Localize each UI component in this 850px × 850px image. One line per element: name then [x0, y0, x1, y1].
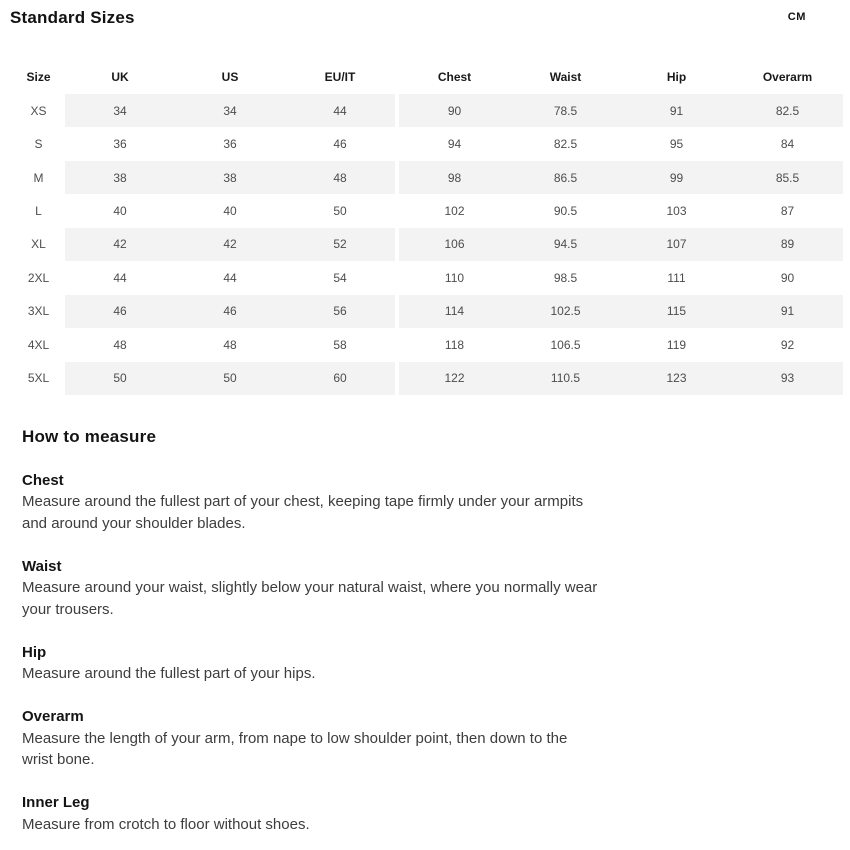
measure-section-heading: Waist: [22, 557, 62, 575]
measure-section-text-line: your trousers.: [22, 600, 114, 618]
body-measurements-group: [399, 60, 843, 94]
size-table-row: [0, 362, 850, 395]
intl-sizes-group: [65, 261, 395, 294]
table-cell: 56: [333, 304, 347, 319]
size-table-row: [0, 94, 850, 127]
table-cell: 106.5: [550, 337, 581, 352]
table-cell: 46: [333, 137, 347, 152]
table-cell: 38: [113, 170, 127, 185]
table-cell: 36: [223, 137, 237, 152]
measure-section: [22, 642, 682, 685]
table-cell: 90: [447, 103, 462, 118]
unit-toggle-cm[interactable]: CM: [787, 11, 806, 23]
size-label: 2XL: [27, 270, 50, 285]
how-to-measure-heading: How to measure: [22, 427, 157, 446]
size-label: 3XL: [27, 304, 50, 319]
measure-section-heading: Hip: [22, 643, 47, 661]
table-cell: 48: [113, 337, 127, 352]
table-cell: 36: [113, 137, 127, 152]
intl-sizes-group: [65, 228, 395, 261]
size-label: XS: [30, 103, 47, 118]
table-cell: 42: [223, 237, 237, 252]
table-cell: 85.5: [775, 170, 800, 185]
table-cell: 82.5: [775, 103, 800, 118]
measure-section-text-line: Measure around the fullest part of your hips.: [22, 665, 316, 682]
column-header: EU/IT: [324, 70, 356, 84]
size-label: L: [35, 204, 42, 219]
body-measurements-group: [399, 328, 843, 361]
table-cell: 103: [666, 204, 687, 219]
size-label: 5XL: [27, 371, 50, 386]
measure-section-text-line: Measure from crotch to floor without shoes.: [22, 815, 310, 833]
size-label: 4XL: [27, 337, 50, 352]
size-label: XL: [31, 237, 46, 252]
measure-sections: [22, 470, 682, 836]
intl-sizes-group: [65, 362, 395, 395]
intl-sizes-group: [65, 161, 395, 194]
size-label: S: [34, 137, 43, 152]
size-table-row: [0, 161, 850, 194]
size-table-header-row: [0, 60, 850, 94]
table-cell: 91: [780, 304, 795, 319]
size-table-row: [0, 328, 850, 361]
measure-section: [22, 706, 682, 771]
measure-section-heading: Inner Leg: [22, 794, 90, 811]
size-label: M: [33, 170, 44, 185]
table-cell: 98: [447, 170, 462, 185]
table-cell: 44: [333, 103, 347, 118]
table-cell: 98.5: [553, 270, 578, 285]
table-cell: 102.5: [550, 304, 581, 319]
body-measurements-group: [399, 194, 843, 227]
table-cell: 92: [780, 337, 795, 352]
size-table-row: [0, 261, 850, 294]
table-cell: 94.5: [553, 237, 578, 252]
table-cell: 42: [113, 237, 127, 252]
table-cell: 50: [223, 371, 237, 386]
measure-section: [22, 792, 682, 835]
table-cell: 95: [669, 137, 684, 152]
table-cell: 115: [666, 304, 687, 319]
measure-section-text-line: Measure around your waist, slightly below your natural waist, where you normally wear: [22, 579, 598, 596]
column-header: US: [221, 70, 239, 84]
measure-section: [22, 470, 682, 535]
size-table-row: [0, 127, 850, 160]
table-cell: 99: [669, 170, 684, 185]
table-cell: 44: [223, 270, 237, 285]
table-cell: 38: [223, 170, 237, 185]
table-cell: 110.5: [550, 371, 581, 386]
body-measurements-group: [399, 127, 843, 160]
table-cell: 54: [333, 270, 347, 285]
size-table-row: [0, 295, 850, 328]
measure-section-heading: Chest: [22, 471, 64, 489]
table-cell: 111: [667, 270, 686, 285]
column-header: UK: [111, 70, 129, 84]
table-cell: 78.5: [553, 103, 578, 118]
table-cell: 50: [333, 204, 347, 219]
table-cell: 82.5: [553, 137, 578, 152]
measure-section-text-line: Measure around the fullest part of your chest, keeping tape firmly under your armpits: [22, 493, 584, 510]
table-cell: 40: [113, 204, 127, 219]
table-cell: 48: [333, 170, 347, 185]
table-cell: 110: [444, 270, 465, 285]
intl-sizes-group: [65, 295, 395, 328]
table-cell: 87: [780, 204, 795, 219]
table-cell: 84: [780, 137, 795, 152]
column-header: Chest: [437, 70, 472, 84]
table-cell: 34: [113, 103, 127, 118]
intl-sizes-group: [65, 194, 395, 227]
table-cell: 90.5: [553, 204, 578, 219]
size-table-row: [0, 228, 850, 261]
table-cell: 60: [333, 371, 347, 386]
intl-sizes-group: [65, 127, 395, 160]
table-cell: 102: [444, 204, 465, 219]
table-cell: 90: [780, 270, 795, 285]
column-header-size: Size: [26, 70, 51, 84]
table-cell: 91: [669, 103, 684, 118]
table-cell: 46: [223, 304, 237, 319]
body-measurements-group: [399, 161, 843, 194]
table-cell: 114: [444, 304, 465, 319]
table-cell: 86.5: [553, 170, 578, 185]
measure-section: [22, 556, 682, 621]
table-cell: 122: [444, 371, 465, 386]
table-cell: 52: [333, 237, 347, 252]
intl-sizes-group: [65, 328, 395, 361]
intl-sizes-group: [65, 60, 395, 94]
table-cell: 106: [444, 237, 465, 252]
table-cell: 34: [223, 103, 237, 118]
table-cell: 93: [780, 371, 795, 386]
table-cell: 46: [113, 304, 127, 319]
table-cell: 119: [666, 337, 687, 352]
table-cell: 89: [780, 237, 795, 252]
body-measurements-group: [399, 261, 843, 294]
table-cell: 94: [447, 137, 462, 152]
size-table-row: [0, 194, 850, 227]
table-cell: 107: [666, 237, 687, 252]
measure-section-heading: Overarm: [22, 708, 84, 725]
measure-section-text-line: Measure the length of your arm, from nape to low shoulder point, then down to the: [22, 729, 568, 747]
table-cell: 40: [223, 204, 237, 219]
measure-section-text-line: and around your shoulder blades.: [22, 514, 246, 532]
intl-sizes-group: [65, 94, 395, 127]
body-measurements-group: [399, 295, 843, 328]
table-cell: 123: [666, 371, 687, 386]
body-measurements-group: [399, 228, 843, 261]
how-to-measure-section: [22, 426, 682, 835]
table-cell: 50: [113, 371, 127, 386]
body-measurements-group: [399, 94, 843, 127]
table-cell: 118: [444, 337, 465, 352]
table-cell: 58: [333, 337, 347, 352]
table-cell: 44: [113, 270, 127, 285]
size-table: [0, 60, 850, 395]
column-header: Hip: [666, 70, 687, 84]
column-header: Waist: [549, 70, 582, 84]
table-cell: 48: [223, 337, 237, 352]
measure-section-text-line: wrist bone.: [22, 751, 95, 768]
column-header: Overarm: [762, 70, 813, 84]
page-title: Standard Sizes: [10, 8, 135, 27]
body-measurements-group: [399, 362, 843, 395]
